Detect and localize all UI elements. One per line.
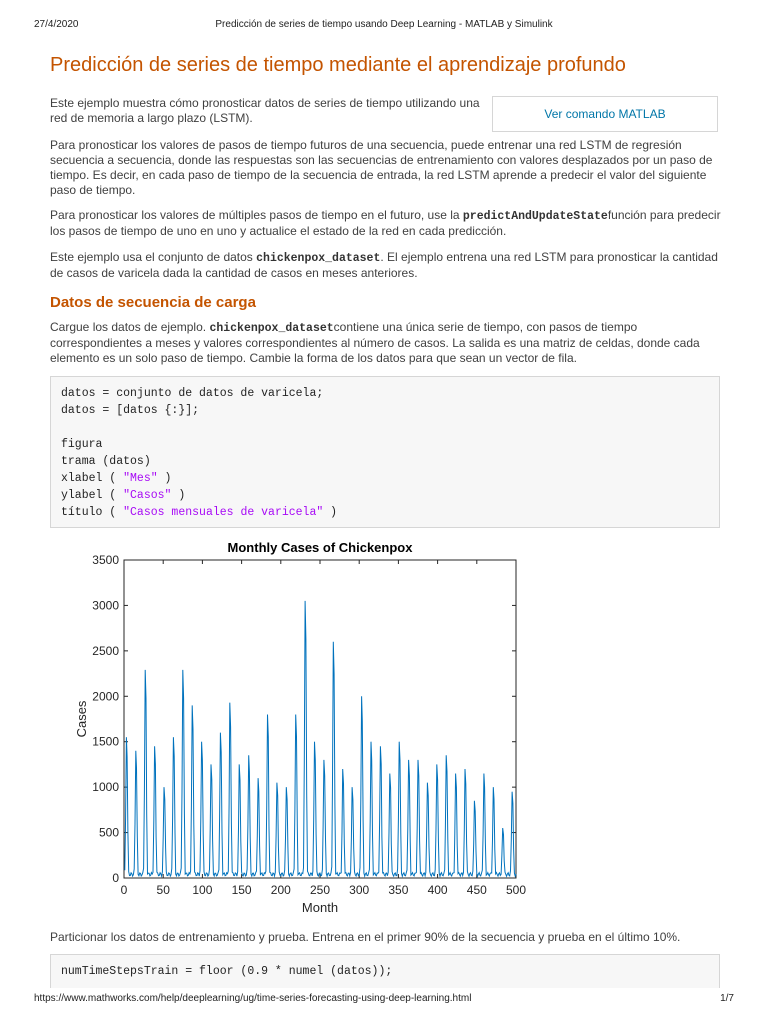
x-tick-label: 200 (270, 883, 291, 897)
y-tick-label: 0 (112, 871, 119, 885)
code-predict-and-update-state: predictAndUpdateState (462, 210, 608, 223)
code-dataset-name: chickenpox_dataset (256, 252, 381, 265)
y-tick-label: 500 (98, 825, 119, 840)
intro-paragraph-1: Este ejemplo muestra cómo pronosticar datos de series de tiempo utilizando una red de memoria a largo plazo (LSTM). (50, 96, 480, 125)
y-tick-label: 1000 (92, 780, 119, 795)
print-title: Predicción de series de tiempo usando Deep Learning - MATLAB y Simulink (215, 19, 553, 30)
x-tick-label: 250 (309, 883, 331, 897)
view-matlab-command-button[interactable]: Ver comando MATLAB (492, 96, 718, 132)
section-title: Datos de secuencia de carga (50, 294, 256, 311)
partition-paragraph: Particionar los datos de entrenamiento y prueba. Entrena en el primer 90% de la secuencia y prueba en el último 10%. (50, 930, 681, 944)
y-tick-label: 1500 (92, 734, 119, 749)
x-axis-label: Month (301, 900, 339, 915)
code-line: ylabel ( "Casos" ) (61, 489, 186, 502)
chart-title: Monthly Cases of Chickenpox (227, 540, 413, 555)
load-paragraph: Cargue los datos de ejemplo. chickenpox_datasetcontiene una única serie de tiempo, con pasos de tiempo correspondientes a meses y valores correspondientes al número de casos. La salida es una matriz de celdas, donde cada elemento es un solo paso de tiempo. Cambie la forma de los datos para que sean un vector de fila. (50, 320, 700, 365)
code-line: datos = [datos {:}]; (61, 404, 200, 417)
code-dataset-name-2: chickenpox_dataset (209, 322, 334, 335)
code-line: trama (datos) (61, 455, 151, 468)
code-line: título ( "Casos mensuales de varicela" ) (61, 506, 338, 519)
y-tick-label: 2500 (92, 643, 119, 658)
y-tick-label: 3500 (92, 553, 119, 567)
x-tick-label: 0 (120, 883, 128, 897)
code-line: datos = conjunto de datos de varicela; (61, 387, 324, 400)
y-tick-label: 2000 (92, 689, 119, 704)
code-line: xlabel ( "Mes" ) (61, 472, 172, 485)
code-line-blank (61, 419, 719, 436)
x-tick-label: 50 (156, 883, 170, 897)
y-tick-label: 3000 (92, 598, 119, 613)
intro-paragraph-4: Este ejemplo usa el conjunto de datos chickenpox_dataset. El ejemplo entrena una red LSTM para pronosticar la cantidad de casos de varicela dada la cantidad de casos en meses anteriores. (50, 250, 718, 280)
chickenpox-chart (66, 536, 536, 920)
code-block-2[interactable] (50, 954, 720, 988)
x-tick-label: 450 (466, 883, 487, 897)
x-tick-label: 350 (388, 883, 409, 897)
x-tick-label: 500 (505, 883, 527, 897)
intro-paragraph-3: Para pronosticar los valores de múltiples pasos de tiempo en el futuro, use la predictAndUpdateStatefunción para predecir los pasos de tiempo de uno en uno y actualice el estado de la red en cada predicción. (50, 208, 721, 238)
code-line: figura (61, 438, 103, 451)
y-axis-label: Cases (74, 700, 89, 738)
x-tick-label: 100 (192, 883, 213, 897)
page-title: Predicción de series de tiempo mediante el aprendizaje profundo (50, 54, 626, 76)
intro-paragraph-2: Para pronosticar los valores de pasos de tiempo futuros de una secuencia, puede entrenar una red LSTM de regresión secuencia a secuencia, donde las respuestas son las secuencias de entrenamiento con valores desplazados por un paso de tiempo. Es decir, en cada paso de tiempo de la secuencia de entrada, la red LSTM aprende a predecir el valor del siguiente paso de tiempo. (50, 138, 713, 197)
page-number: 1/7 (720, 993, 734, 1004)
x-tick-label: 150 (231, 883, 252, 897)
code-line: numTimeStepsTrain = floor (0.9 * numel (datos)); (61, 965, 393, 978)
code-block-1[interactable] (50, 376, 720, 528)
x-tick-label: 400 (427, 883, 448, 897)
page-url: https://www.mathworks.com/help/deeplearning/ug/time-series-forecasting-using-deep-learning.html (34, 993, 472, 1004)
x-tick-label: 300 (349, 883, 370, 897)
print-date: 27/4/2020 (34, 19, 79, 30)
